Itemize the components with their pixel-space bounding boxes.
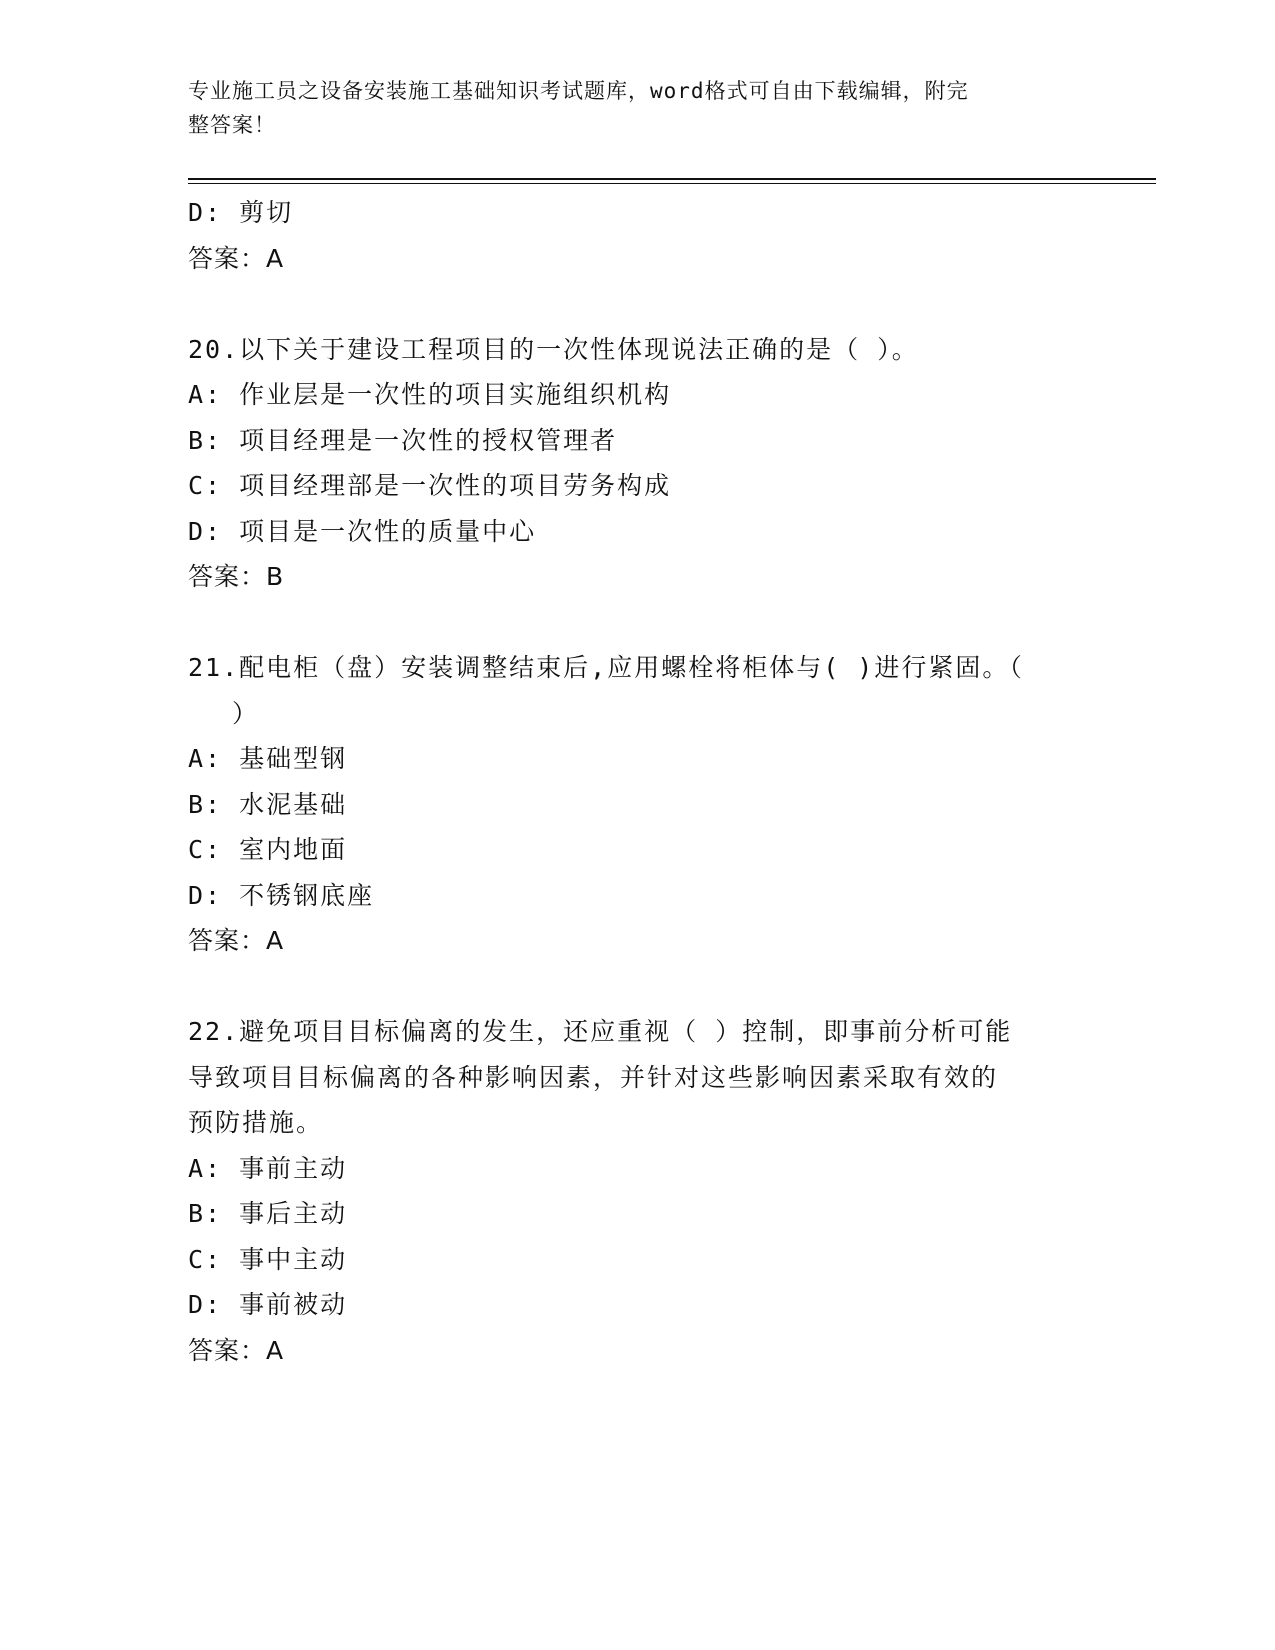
q21-option-d: D: 不锈钢底座: [188, 880, 375, 910]
spacer: [188, 281, 1088, 327]
q21-answer: 答案：A: [188, 926, 285, 955]
q22-text-line-1: 22.避免项目目标偏离的发生，还应重视（ ）控制，即事前分析可能: [188, 1017, 1013, 1046]
q20-option-b: B: 项目经理是一次性的授权管理者: [188, 425, 618, 455]
spacer: [188, 964, 1088, 1010]
q22-option-a: A: 事前主动: [188, 1153, 348, 1183]
q19-option-d: D: 剪切: [188, 198, 294, 227]
spacer: [188, 600, 1088, 646]
q19-answer: 答案：A: [188, 243, 285, 273]
q21-option-b: B: 水泥基础: [188, 789, 348, 819]
q20-option-d: D: 项目是一次性的质量中心: [188, 516, 537, 546]
page-header: [188, 74, 1068, 142]
q20-option-a: A: 作业层是一次性的项目实施组织机构: [188, 380, 672, 409]
q22-option-d: D: 事前被动: [188, 1290, 348, 1319]
question-list: [188, 190, 1088, 1373]
q20-answer: 答案：B: [188, 562, 285, 591]
q21-option-a: A: 基础型钢: [188, 744, 348, 773]
header-divider-thin: [188, 183, 1156, 184]
q21-text-line-1: 21.配电柜（盘）安装调整结束后,应用螺栓将柜体与( )进行紧固。（: [188, 653, 1024, 682]
q21-text-line-2: ）: [232, 698, 260, 728]
q22-text-line-2: 导致项目目标偏离的各种影响因素，并针对这些影响因素采取有效的: [188, 1062, 999, 1092]
q20-text: 20.以下关于建设工程项目的一次性体现说法正确的是（ ）。: [188, 334, 919, 364]
header-line-2: 整答案！: [188, 113, 276, 137]
header-line-1: 专业施工员之设备安装施工基础知识考试题库，word格式可自由下载编辑，附完: [188, 79, 969, 103]
header-divider: [188, 178, 1156, 180]
q22-text-line-3: 预防措施。: [188, 1108, 324, 1137]
q21-option-c: C: 室内地面: [188, 835, 348, 864]
q20-option-c: C: 项目经理部是一次性的项目劳务构成: [188, 471, 672, 500]
q22-option-b: B: 事后主动: [188, 1199, 348, 1228]
q22-option-c: C: 事中主动: [188, 1244, 348, 1274]
q22-answer: 答案：A: [188, 1335, 285, 1365]
